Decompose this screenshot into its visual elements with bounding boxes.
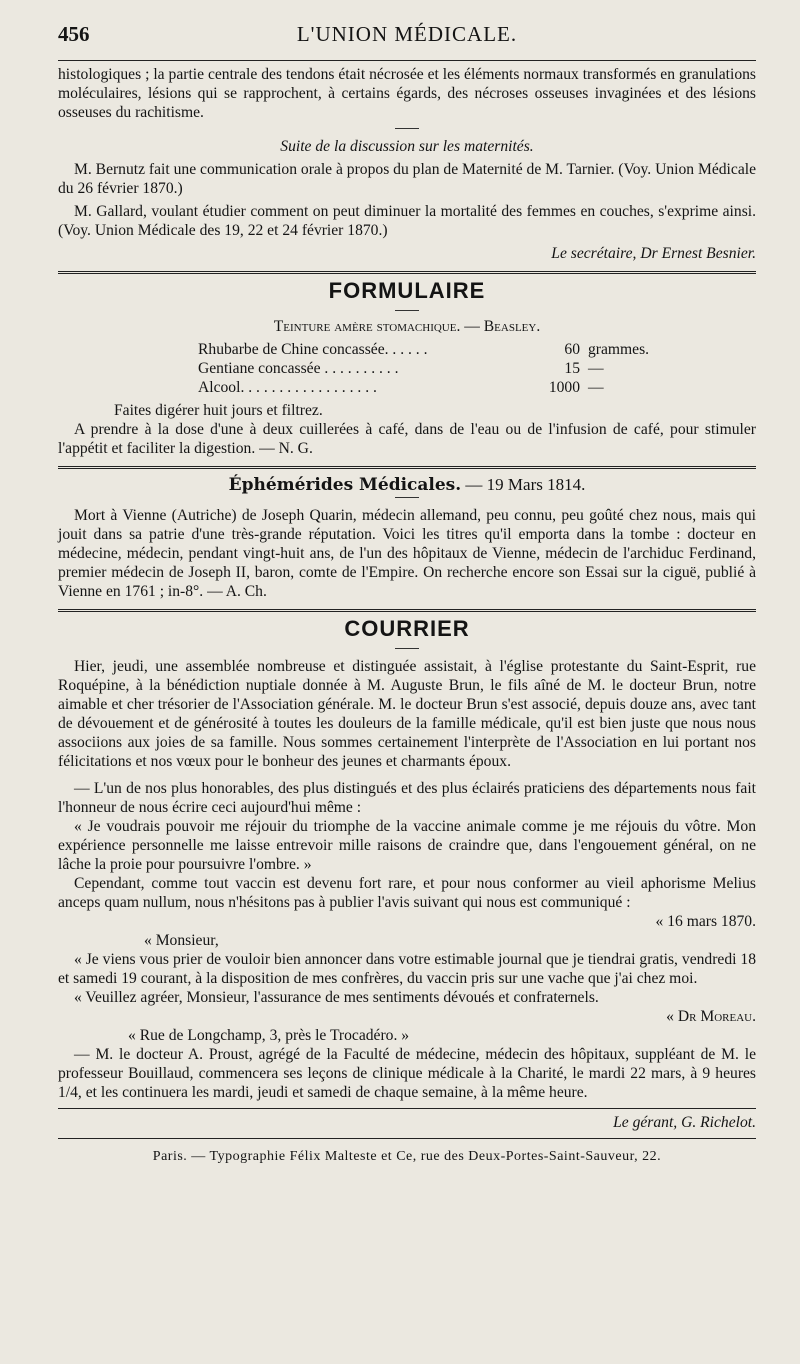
letter-closing: « Veuillez agréer, Monsieur, l'assurance de mes sentiments dévoués et confraternels. — [74, 989, 599, 1006]
courrier-letter-intro: — L'un de nos plus honorables, des plus distingués et des plus éclairés praticiens des départements nous fait l'honneur de nous écrire ceci aujourd'hui même : — [58, 780, 756, 816]
letter-body: « Je viens vous prier de vouloir bien annoncer dans votre estimable journal que je tiendrai gratis, vendredi 18 et samedi 19 courant, à la disposition de mes confrères, du vaccin pris sur une vache que j'ai chez moi. — [58, 951, 756, 987]
recipe-title: Teinture amère stomachique. — Beasley. — [273, 318, 541, 335]
ephemerides-heading — [58, 475, 756, 495]
journal-title: L'UNION MÉDICALE. — [296, 22, 518, 46]
ingredient-qty: 15 — [564, 360, 580, 377]
proust-paragraph: — M. le docteur A. Proust, agrégé de la Faculté de médecine, médecin des hôpitaux, suppléant de M. le professeur Bouillaud, commencera ses leçons de clinique médicale à la Charité, le mardi 22 mars, à 9 heures 1/4, et les continuera les mardi, jeudi et samedi de chaque semaine, à la même heure. — [58, 1046, 756, 1101]
letter-signature: « Dr Moreau. — [666, 1008, 756, 1025]
section-rule-courrier — [58, 609, 756, 612]
opening-paragraph: histologiques ; la partie centrale des tendons était nécrosée et les éléments normaux transformés en granulations moléculaires, lésions qui se rapprochent, à certains égards, des nécroses osseuses invaginées et des lésions osseuses du rachitisme. — [58, 66, 756, 121]
running-head — [58, 22, 756, 56]
ephemerides-text: Mort à Vienne (Autriche) de Joseph Quarin, médecin allemand, peu connu, peu goûté chez nous, mais qui jouit dans sa patrie d'une très-grande réputation. Voici les titres qu'il emporta dans la tombe : docteur en médecine, médecin, pendant vingt-huit ans, de l'un des hôpitaux de Vienne, médecin de l'archiduc Ferdinand, premier médecin de Joseph II, baron, comte de l'Empire. On recherche encore son Essai sur la ciguë, publié à Vienne en 1761 ; in-8°. — A. Ch. — [58, 507, 756, 600]
bernutz-paragraph: M. Bernutz fait une communication orale à propos du plan de Maternité de M. Tarnier. (Voy. Union Médicale du 26 février 1870.) — [58, 161, 756, 197]
printer-imprint: Paris. — Typographie Félix Malteste et Ce, rue des Deux-Portes-Saint-Sauveur, 22. — [152, 1149, 662, 1164]
gerant-signature: Le gérant, G. Richelot. — [613, 1114, 756, 1131]
recipe-ingredients — [198, 340, 756, 397]
courrier-wedding-paragraph: Hier, jeudi, une assemblée nombreuse et distinguée assistait, à l'église protestante du Saint-Esprit, rue Roquépine, à la bénédiction nuptiale donnée à M. Auguste Brun, le fils aîné de M. le docteur Brun, notre aimable et cher trésorier de l'Association générale. M. le docteur Brun s'est associé, depuis douze ans, avec tant de dévouement et de générosité à toutes les douleurs de la famille médicale, qu'il est bien juste que nous nous associions aux joies de sa famille. Nous sommes certainement l'interprète de l'Association en lui portant nos félicitations et nos vœux pour le bonheur des jeunes et charmants époux. — [58, 658, 756, 770]
formulaire-title: FORMULAIRE — [328, 278, 486, 303]
gallard-paragraph: M. Gallard, voulant étudier comment on peut diminuer la mortalité des femmes en couches, s'exprime ainsi. (Voy. Union Médicale des 19, 22 et 24 février 1870.) — [58, 203, 756, 239]
ingredient-unit: — — [588, 379, 604, 396]
ingredient-row — [198, 340, 756, 359]
letter-address: « Rue de Longchamp, 3, près le Trocadéro. » — [128, 1027, 410, 1044]
footer-rule — [58, 1108, 756, 1109]
ingredient-row — [198, 378, 756, 397]
divider-dash — [395, 128, 419, 129]
ephemerides-title: Éphémérides Médicales. — [228, 475, 462, 495]
discussion-heading: Suite de la discussion sur les maternités. — [280, 138, 534, 155]
letter-salutation: « Monsieur, — [144, 932, 219, 949]
divider-dash — [395, 310, 419, 311]
ingredient-qty: 1000 — [548, 379, 580, 396]
ingredient-unit: grammes. — [588, 341, 650, 358]
imprint-rule — [58, 1138, 756, 1139]
courrier-title: COURRIER — [344, 616, 470, 641]
ingredient-name: Rhubarbe de Chine concassée. . . . . . — [198, 341, 428, 358]
ingredient-unit: — — [588, 360, 604, 377]
divider-dash — [395, 497, 419, 498]
recipe-dosage: A prendre à la dose d'une à deux cuillerées à café, dans de l'eau ou de l'infusion de café, pour stimuler l'appétit et faciliter la digestion. — N. G. — [58, 421, 756, 457]
page-number: 456 — [58, 22, 90, 46]
recipe-instruction: Faites digérer huit jours et filtrez. — [114, 402, 323, 419]
courrier-vaccine-paragraph: Cependant, comme tout vaccin est devenu fort rare, et pour nous conformer au vieil aphorisme Melius anceps quam nullum, nous n'hésitons pas à publier l'avis suivant qui nous est communiqué : — [58, 875, 756, 911]
courrier-vaccine-quote: « Je voudrais pouvoir me réjouir du triomphe de la vaccine animale comme je me réjouis du vôtre. Mon expérience personnelle me laisse entrevoir mille raisons de craindre que, dans l'engouement général, on ne lâche la proie pour poursuivre l'ombre. » — [58, 818, 756, 873]
ingredient-row — [198, 359, 756, 378]
header-rule — [58, 60, 756, 61]
letter-date: « 16 mars 1870. — [655, 913, 756, 930]
ingredient-name: Gentiane concassée . . . . . . . . . . — [198, 360, 399, 377]
ingredient-name: Alcool. . . . . . . . . . . . . . . . . . — [198, 379, 377, 396]
ephemerides-date: — 19 Mars 1814. — [465, 475, 586, 494]
section-rule-ephemerides — [58, 466, 756, 469]
secretary-signature: Le secrétaire, Dr Ernest Besnier. — [551, 245, 756, 262]
divider-dash — [395, 648, 419, 649]
ingredient-qty: 60 — [564, 341, 580, 358]
section-rule-formulaire — [58, 271, 756, 274]
